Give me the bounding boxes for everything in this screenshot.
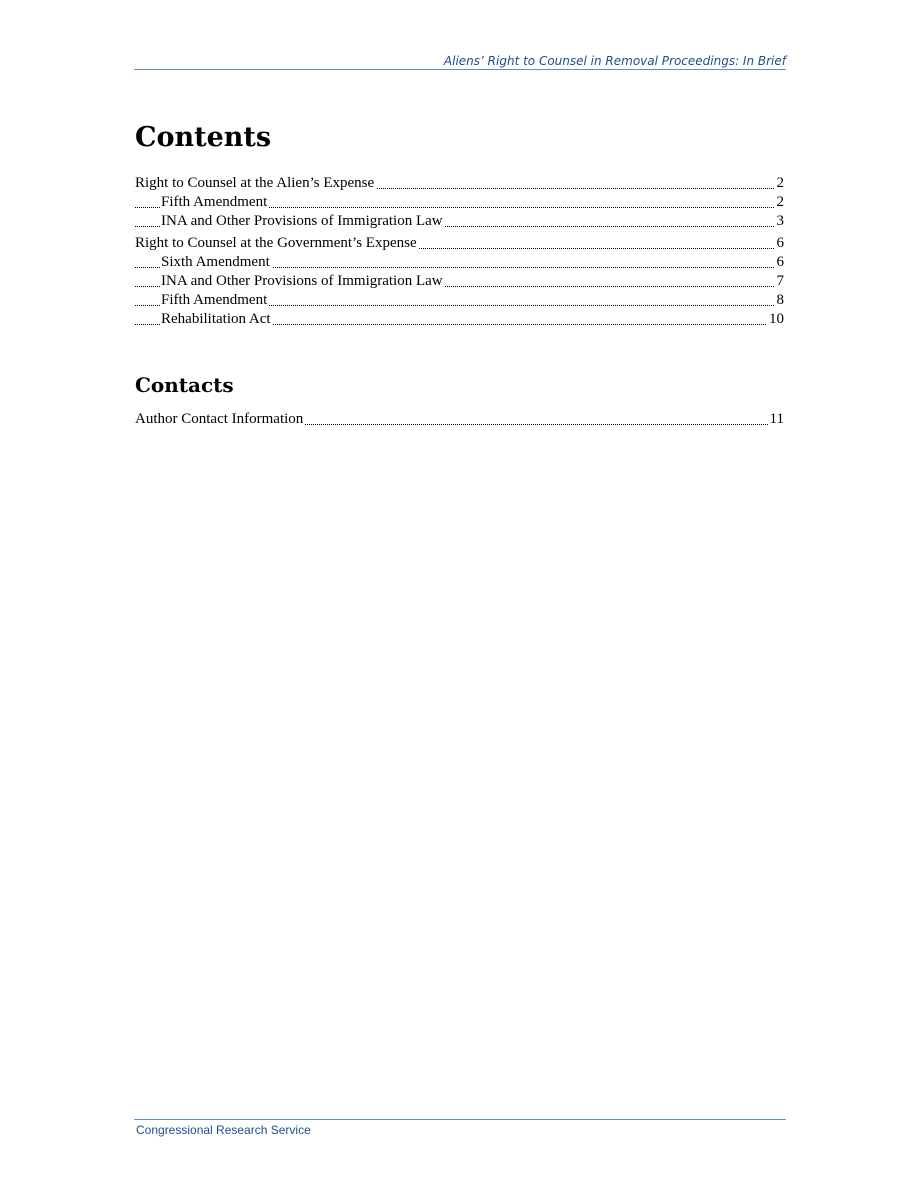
toc-entry-label: Sixth Amendment <box>161 254 270 270</box>
toc-entry[interactable] <box>135 253 784 272</box>
toc-entry-label: Author Contact Information <box>135 411 304 427</box>
toc-entry-page: 6 <box>776 235 784 251</box>
toc-entry[interactable] <box>135 212 784 231</box>
toc-entry-label: INA and Other Provisions of Immigration Law <box>161 213 443 229</box>
toc-entry-label: Right to Counsel at the Government’s Expense <box>135 235 417 251</box>
toc-entry-label: Fifth Amendment <box>161 292 268 308</box>
toc-entry[interactable] <box>135 291 784 310</box>
toc-entry-page: 3 <box>776 213 784 229</box>
contents-list <box>135 174 784 329</box>
toc-entry[interactable] <box>135 410 784 429</box>
toc-entry-label: Right to Counsel at the Alien’s Expense <box>135 175 375 191</box>
toc-entry[interactable] <box>135 234 784 253</box>
toc-entry-page: 6 <box>776 254 784 270</box>
running-header: Aliens’ Right to Counsel in Removal Proceedings: In Brief <box>443 54 786 68</box>
toc-entry[interactable] <box>135 272 784 291</box>
toc-entry[interactable] <box>135 310 784 329</box>
toc-entry[interactable] <box>135 174 784 193</box>
footer-organization: Congressional Research Service <box>136 1123 311 1137</box>
toc-entry-page: 8 <box>776 292 784 308</box>
toc-entry[interactable] <box>135 193 784 212</box>
contacts-list <box>135 410 784 429</box>
toc-entry-page: 2 <box>776 194 784 210</box>
toc-entry-page: 10 <box>769 311 784 327</box>
toc-entry-label: Fifth Amendment <box>161 194 268 210</box>
footer-rule <box>134 1119 786 1120</box>
toc-entry-page: 2 <box>776 175 784 191</box>
toc-entry-label: Rehabilitation Act <box>161 311 271 327</box>
toc-entry-label: INA and Other Provisions of Immigration Law <box>161 273 443 289</box>
contacts-heading: Contacts <box>135 373 234 397</box>
contents-heading: Contents <box>135 122 272 153</box>
header-rule <box>134 69 786 70</box>
toc-entry-page: 11 <box>769 411 784 427</box>
toc-entry-page: 7 <box>776 273 784 289</box>
